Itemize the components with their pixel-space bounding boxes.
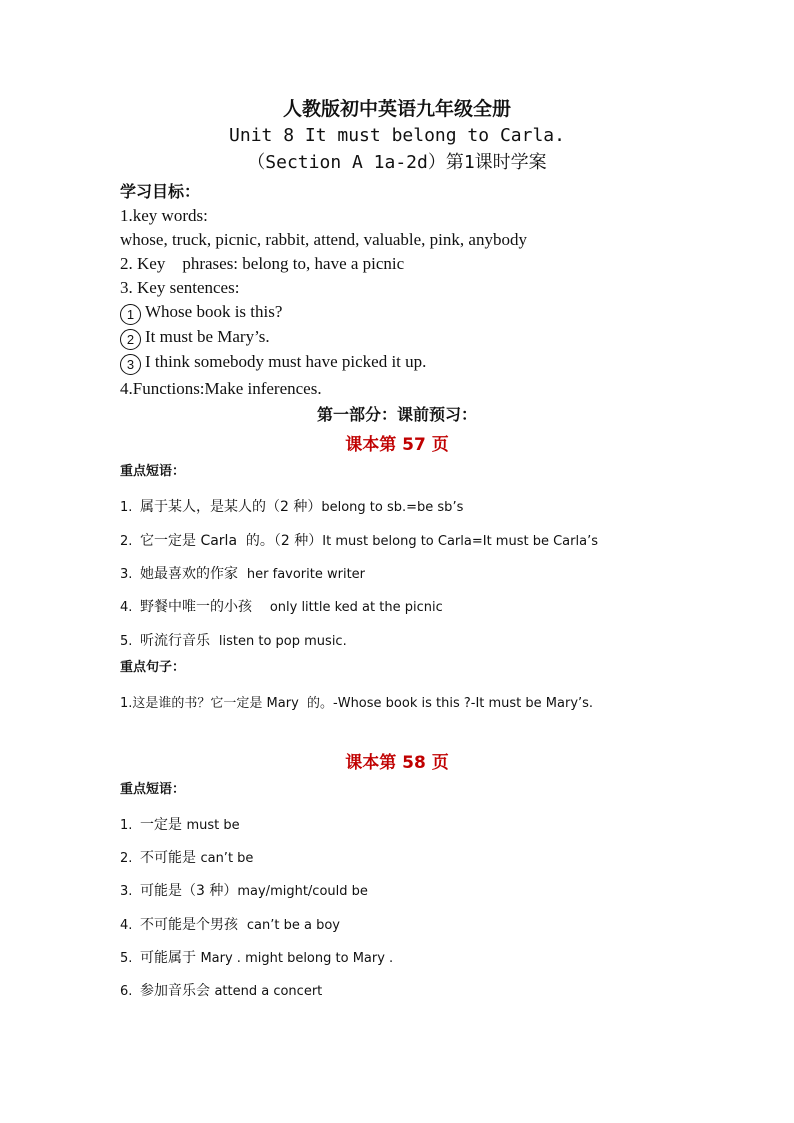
phrase-item — [120, 496, 463, 516]
key-sentence-text: I think somebody must have picked it up. — [145, 352, 427, 371]
phrases-heading: 重点短语： — [120, 464, 186, 479]
phrase-cn: 它一定是 Carla 的。（2 种） — [140, 533, 323, 549]
phrase-en: attend a concert — [214, 984, 323, 999]
key-sentences-label: 3. Key sentences: — [120, 278, 240, 297]
circled-number: 2 — [120, 329, 141, 350]
item-number: 1. — [120, 500, 133, 515]
phrase-cn: 不可能是 — [140, 850, 201, 866]
phrase-en: must be — [186, 818, 240, 833]
item-number: 4. — [120, 918, 133, 933]
phrase-en: listen to pop music. — [218, 634, 347, 649]
item-number: 2. — [120, 851, 133, 866]
item-number: 1. — [120, 818, 133, 833]
circled-number: 3 — [120, 354, 141, 375]
phrase-item — [120, 847, 253, 867]
phrase-cn: 一定是 — [140, 817, 187, 833]
textbook-page-58: 课本第 58 页 — [345, 753, 449, 773]
objectives-block — [120, 180, 680, 401]
key-words-label: 1.key words: — [120, 206, 208, 225]
functions: 4.Functions:Make inferences. — [120, 379, 322, 398]
key-phrases: 2. Key phrases: belong to, have a picnic — [120, 254, 405, 273]
phrase-cn: 参加音乐会 — [140, 983, 215, 999]
phrase-item — [120, 530, 598, 550]
key-words: whose, truck, picnic, rabbit, attend, valuable, pink, anybody — [120, 230, 527, 249]
phrases2-heading: 重点短语： — [120, 782, 186, 797]
phrase-item — [120, 630, 347, 650]
section-title: （Section A 1a-2d）第1课时学案 — [247, 152, 547, 173]
phrase-cn: 属于某人，是某人的（2 种） — [140, 499, 322, 515]
phrase-en: her favorite writer — [246, 567, 366, 582]
phrase-en: may/might/could be — [237, 884, 368, 899]
phrase-item — [120, 814, 240, 834]
item-number: 4. — [120, 600, 133, 615]
sentences-heading: 重点句子： — [120, 660, 186, 675]
phrase-cn: 可能是（3 种） — [140, 883, 238, 899]
item-number: 3. — [120, 884, 133, 899]
phrase-cn: 不可能是个男孩 — [140, 917, 247, 933]
phrase-cn: 她最喜欢的作家 — [140, 566, 247, 582]
phrase-cn: 听流行音乐 — [140, 633, 219, 649]
phrase-cn: 野餐中唯一的小孩 — [140, 599, 270, 615]
item-number: 5. — [120, 634, 133, 649]
key-sentence-1 — [120, 300, 680, 325]
phrase-item — [120, 563, 365, 583]
key-sentence-3 — [120, 350, 680, 375]
phrase-en: Mary . might belong to Mary . — [200, 951, 394, 966]
item-number: 2. — [120, 534, 133, 549]
phrase-en: can’t be a boy — [246, 918, 341, 933]
item-number: 5. — [120, 951, 133, 966]
phrase-item — [120, 596, 443, 616]
phrase-en: It must belong to Carla=It must be Carla’s — [322, 534, 598, 549]
title-block — [0, 96, 794, 176]
key-sentence-text: Whose book is this? — [145, 302, 283, 321]
document-title: 人教版初中英语九年级全册 — [282, 98, 511, 120]
circled-number: 1 — [120, 304, 141, 325]
textbook-page-57: 课本第 57 页 — [345, 435, 449, 455]
key-sentence: 1.这是谁的书？它一定是 Mary 的。-Whose book is this ?-It must be Mary’s. — [120, 696, 594, 711]
phrase-en: only little ked at the picnic — [269, 600, 443, 615]
phrase-item — [120, 947, 393, 967]
phrase-cn: 可能属于 — [140, 950, 201, 966]
phrase-item — [120, 880, 368, 900]
key-sentence-2 — [120, 325, 680, 350]
objectives-heading: 学习目标： — [120, 182, 201, 201]
phrase-item — [120, 914, 340, 934]
part1-heading: 第一部分：课前预习： — [316, 405, 477, 424]
phrase-en: can’t be — [200, 851, 254, 866]
phrase-en: belong to sb.=be sb’s — [321, 500, 464, 515]
phrase-item — [120, 980, 322, 1000]
item-number: 6. — [120, 984, 133, 999]
unit-title: Unit 8 It must belong to Carla. — [229, 125, 565, 146]
item-number: 3. — [120, 567, 133, 582]
key-sentence-text: It must be Mary’s. — [145, 327, 270, 346]
